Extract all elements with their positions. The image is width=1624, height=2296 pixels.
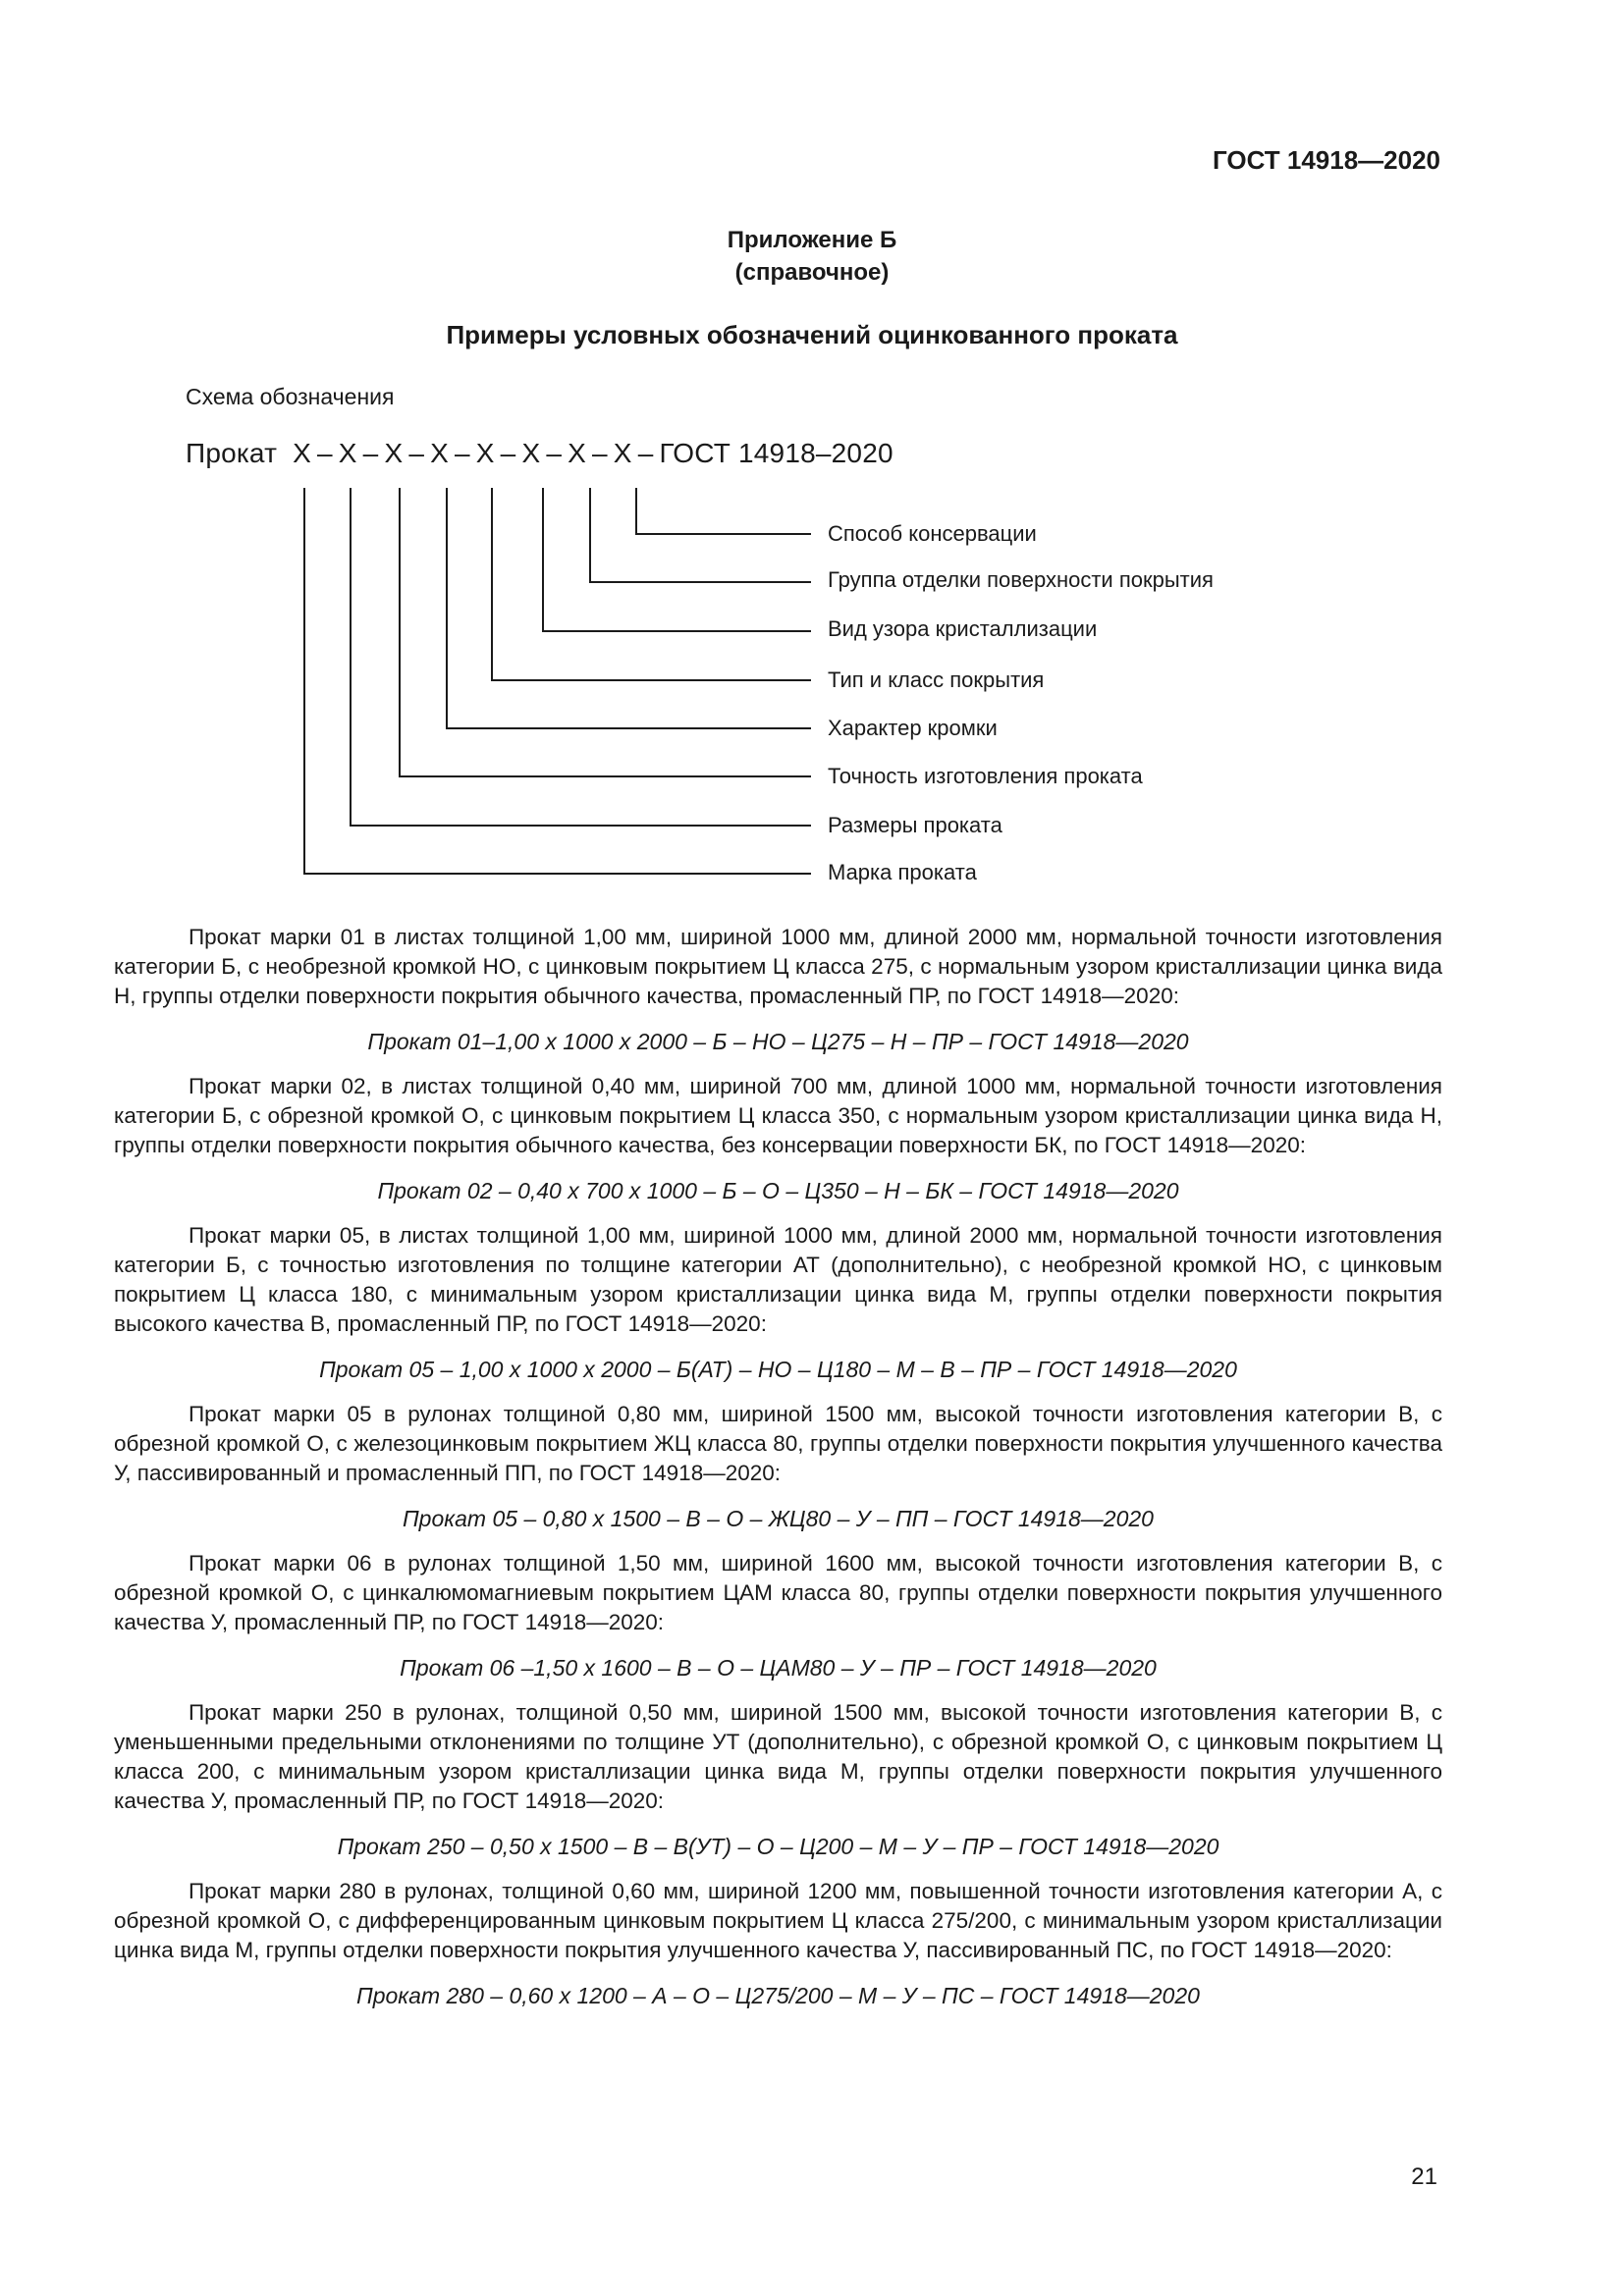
scheme-dash: –	[500, 438, 516, 468]
example-designation: Прокат 250 – 0,50 х 1500 – В – В(УТ) – О – Ц200 – М – У – ПР – ГОСТ 14918—2020	[337, 1834, 1219, 1859]
scheme-dash: –	[362, 438, 379, 468]
appendix-title: Приложение Б	[727, 227, 897, 253]
callout-label: Точность изготовления проката	[828, 764, 1143, 788]
scheme-suffix: ГОСТ 14918–2020	[659, 438, 893, 468]
scheme-placeholder: Х	[475, 438, 495, 468]
example-description: Прокат марки 06 в рулонах толщиной 1,50 мм, шириной 1600 мм, высокой точности изготовления категории В, с обрезной кромкой О, с цинкалюмомагниевым покрытием ЦАМ класса 80, группы отделки поверхности покрытия улучшенного качества У, промасленный ПР, по ГОСТ 14918—2020:	[114, 1551, 1442, 1634]
example-designation: Прокат 02 – 0,40 х 700 х 1000 – Б – О – Ц350 – Н – БК – ГОСТ 14918—2020	[377, 1178, 1179, 1203]
scheme-placeholder: Х	[384, 438, 404, 468]
scheme-dash: –	[637, 438, 654, 468]
leader-line	[636, 488, 811, 534]
scheme-placeholder: Х	[430, 438, 449, 468]
callout-label: Группа отделки поверхности покрытия	[828, 567, 1214, 592]
callout-label: Характер кромки	[828, 716, 998, 740]
example-description: Прокат марки 280 в рулонах, толщиной 0,60 мм, шириной 1200 мм, повышенной точности изготовления категории А, с обрезной кромкой О, с дифференцированным цинковым покрытием Ц класса 275/200, с минимальным узором кристаллизации цинка вида М, группы отделки поверхности покрытия улучшенного качества У, пассивированный ПС, по ГОСТ 14918—2020:	[114, 1879, 1442, 1962]
scheme-placeholder: Х	[568, 438, 587, 468]
leader-line	[492, 488, 811, 680]
example-designation: Прокат 280 – 0,60 х 1200 – А – О – Ц275/200 – М – У – ПС – ГОСТ 14918—2020	[356, 1983, 1200, 2008]
appendix-subtitle: (справочное)	[734, 259, 890, 286]
callout-label: Способ консервации	[828, 521, 1037, 546]
scheme-dash: –	[592, 438, 608, 468]
example-designation: Прокат 05 – 0,80 х 1500 – В – О – ЖЦ80 – У – ПП – ГОСТ 14918—2020	[403, 1506, 1154, 1531]
example-designation: Прокат 01–1,00 х 1000 х 2000 – Б – НО – Ц275 – Н – ПР – ГОСТ 14918—2020	[367, 1029, 1189, 1054]
example-description: Прокат марки 01 в листах толщиной 1,00 мм, шириной 1000 мм, длиной 2000 мм, нормальной точности изготовления категории Б, с необрезной кромкой НО, с цинковым покрытием Ц класса 275, с нормальным узором кристаллизации цинка вида Н, группы отделки поверхности покрытия обычного качества, промасленный ПР, по ГОСТ 14918—2020:	[114, 925, 1442, 1008]
leader-line	[543, 488, 811, 631]
leader-line	[447, 488, 811, 728]
scheme-label: Схема обозначения	[186, 384, 395, 409]
scheme-placeholder: Х	[613, 438, 632, 468]
callout-label: Размеры проката	[828, 813, 1002, 837]
callout-label: Тип и класс покрытия	[828, 667, 1045, 692]
example-designation: Прокат 05 – 1,00 х 1000 х 2000 – Б(АТ) – НО – Ц180 – М – В – ПР – ГОСТ 14918—2020	[319, 1357, 1237, 1382]
scheme-placeholder: Х	[521, 438, 541, 468]
scheme-placeholder: Х	[293, 438, 311, 468]
scheme-placeholder: Х	[338, 438, 357, 468]
scheme-leader-lines	[0, 0, 1624, 903]
section-title: Примеры условных обозначений оцинкованного проката	[446, 320, 1178, 349]
example-designation: Прокат 06 –1,50 х 1600 – В – О – ЦАМ80 – У – ПР – ГОСТ 14918—2020	[400, 1655, 1157, 1681]
leader-line	[351, 488, 811, 826]
scheme-prefix: Прокат	[186, 438, 278, 468]
example-description: Прокат марки 250 в рулонах, толщиной 0,50 мм, шириной 1500 мм, высокой точности изготовления категории В, с уменьшенными предельными отклонениями по толщине УТ (дополнительно), с обрезной кромкой О, с цинковым покрытием Ц класса 200, с минимальным узором кристаллизации цинка вида М, группы отделки поверхности покрытия улучшенного качества У, промасленный ПР, по ГОСТ 14918—2020:	[114, 1700, 1442, 1813]
page-number: 21	[1411, 2163, 1437, 2190]
example-description: Прокат марки 05 в рулонах толщиной 0,80 мм, шириной 1500 мм, высокой точности изготовления категории В, с обрезной кромкой О, с железоцинковым покрытием ЖЦ класса 80, группы отделки поверхности покрытия улучшенного качества У, пассивированный и промасленный ПП, по ГОСТ 14918—2020:	[114, 1402, 1442, 1485]
examples-body	[114, 923, 1442, 2026]
callout-label: Вид узора кристаллизации	[828, 616, 1098, 641]
scheme-dash: –	[408, 438, 425, 468]
scheme-dash: –	[455, 438, 470, 468]
scheme-dash: –	[316, 438, 333, 468]
scheme-dash: –	[546, 438, 563, 468]
example-description: Прокат марки 05, в листах толщиной 1,00 мм, шириной 1000 мм, длиной 2000 мм, нормальной точности изготовления категории Б, с точностью изготовления по толщине категории АТ (дополнительно), с необрезной кромкой НО, с цинковым покрытием Ц класса 180, с минимальным узором кристаллизации цинка вида М, группы отделки поверхности покрытия высокого качества В, промасленный ПР, по ГОСТ 14918—2020:	[114, 1223, 1442, 1336]
document-header: ГОСТ 14918—2020	[1213, 145, 1440, 175]
example-description: Прокат марки 02, в листах толщиной 0,40 мм, шириной 700 мм, длиной 1000 мм, нормальной точности изготовления категории Б, с обрезной кромкой О, с цинковым покрытием Ц класса 350, с нормальным узором кристаллизации цинка вида Н, группы отделки поверхности покрытия обычного качества, без консервации поверхности БК, по ГОСТ 14918—2020:	[114, 1074, 1442, 1157]
callout-label: Марка проката	[828, 860, 977, 884]
